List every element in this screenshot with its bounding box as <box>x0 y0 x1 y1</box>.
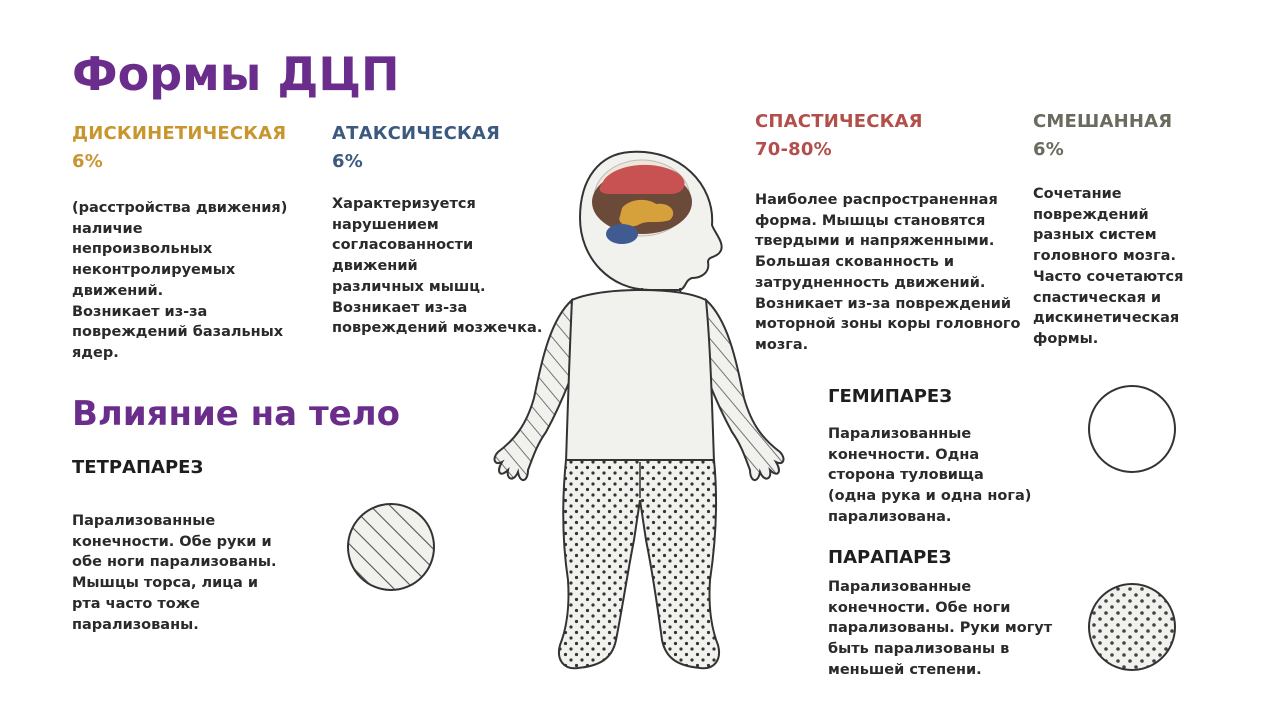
form-mixed-description: Сочетание повреждений разных систем головного мозга. Часто сочетаются спастическая и дискинетическая формы. <box>1033 186 1184 347</box>
tetraparesis-title: ТЕТРАПАРЕЗ <box>72 457 204 478</box>
form-mixed-percent: 6% <box>1033 139 1064 160</box>
form-spastic-description: Наиболее распространенная форма. Мышцы становятся твердыми и напряженными. Большая скованность и затрудненность движений. Возникает из-за повреждений моторной зоны коры головного мозга. <box>755 192 1021 353</box>
paraparesis-pattern-icon <box>1085 580 1179 674</box>
form-spastic-percent: 70-80% <box>755 139 832 160</box>
form-ataxic-description: Характеризуется нарушением согласованности движений различных мышц. Возникает из-за повреждений мозжечка. <box>332 196 543 337</box>
paraparesis-title: ПАРАПАРЕЗ <box>828 547 952 568</box>
form-spastic-name: СПАСТИЧЕСКАЯ <box>755 111 923 132</box>
page-title: Формы ДЦП <box>72 47 400 101</box>
form-dyskinetic <box>72 120 287 364</box>
hemiparesis-pattern-icon <box>1085 382 1179 476</box>
tetraparesis-pattern-icon <box>344 500 438 594</box>
section-title-body-effects: Влияние на тело <box>72 394 400 434</box>
torso <box>566 290 714 462</box>
legs <box>559 460 719 668</box>
hemiparesis-title: ГЕМИПАРЕЗ <box>828 386 953 407</box>
hemiparesis-description: Парализованные конечности. Одна сторона туловища (одна рука и одна нога) парализована. <box>828 426 1032 525</box>
paraparesis-description: Парализованные конечности. Обе ноги парализованы. Руки могут быть парализованы в меньшей степени. <box>828 579 1053 678</box>
child-body-illustration <box>480 140 800 680</box>
tetraparesis-description: Парализованные конечности. Обе руки и обе ноги парализованы. Мышцы торса, лица и рта часто тоже парализованы. <box>72 513 277 633</box>
form-dyskinetic-name: ДИСКИНЕТИЧЕСКАЯ <box>72 123 287 144</box>
form-ataxic-percent: 6% <box>332 151 363 172</box>
form-dyskinetic-description: (расстройства движения) наличие непроизвольных неконтролируемых движений. Возникает из-за повреждений базальных ядер. <box>72 200 288 361</box>
left-arm <box>495 300 576 480</box>
form-mixed-name: СМЕШАННАЯ <box>1033 111 1173 132</box>
form-dyskinetic-percent: 6% <box>72 151 103 172</box>
form-ataxic-name: АТАКСИЧЕСКАЯ <box>332 123 501 144</box>
form-mixed <box>1033 108 1183 350</box>
